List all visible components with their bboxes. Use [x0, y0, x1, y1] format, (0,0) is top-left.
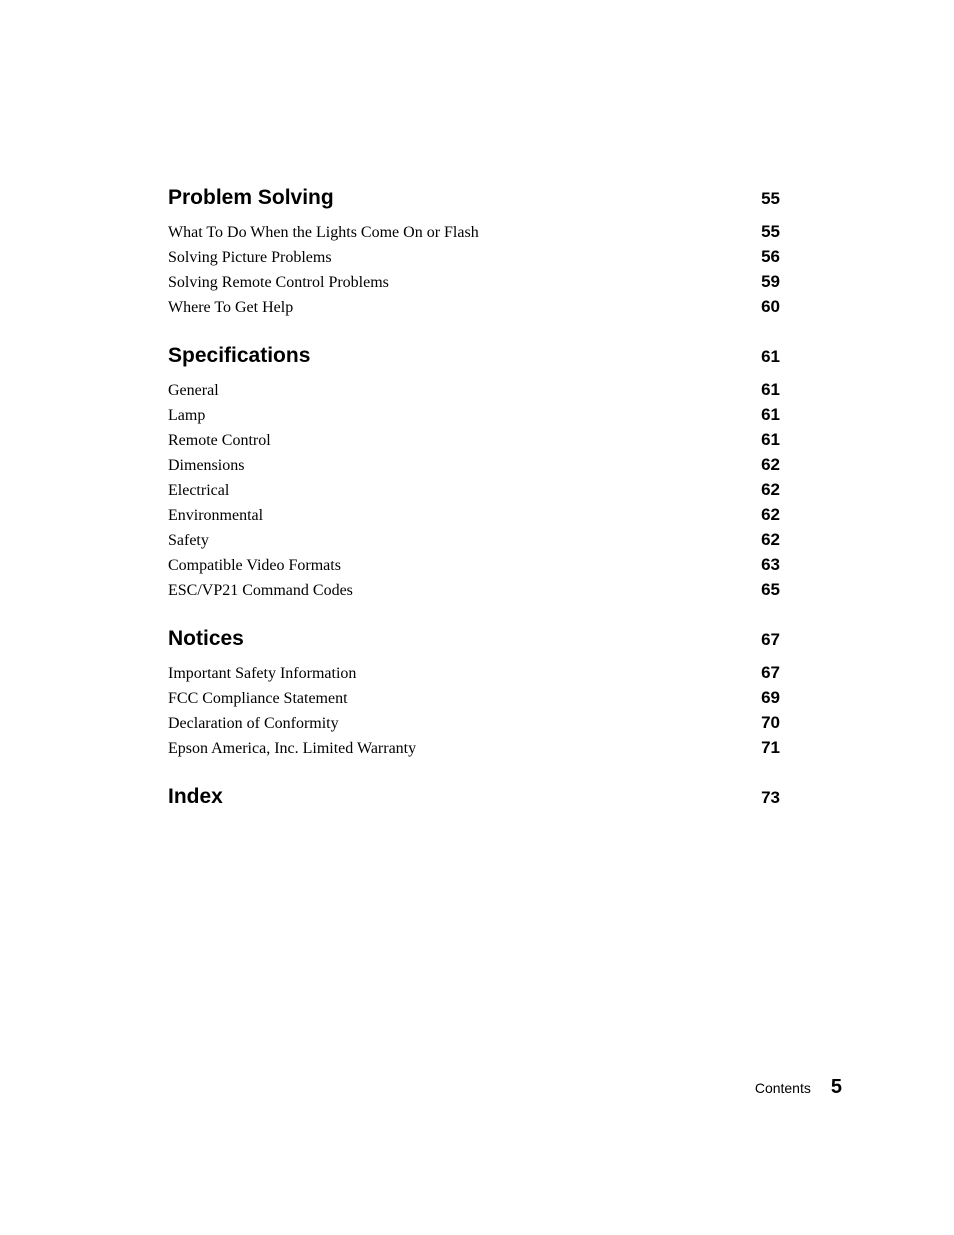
toc-section-problem-solving [168, 186, 780, 322]
entry-page-number: 71 [761, 738, 780, 757]
toc-entry [168, 480, 780, 505]
entry-page-number: 55 [761, 222, 780, 241]
section-heading [168, 344, 780, 374]
toc-entry [168, 405, 780, 430]
entry-label: Lamp [168, 407, 206, 424]
entry-page-number: 61 [761, 380, 780, 399]
section-title: Problem Solving [168, 186, 334, 209]
toc-entry [168, 430, 780, 455]
toc-entry [168, 530, 780, 555]
entry-label: Epson America, Inc. Limited Warranty [168, 740, 417, 757]
entry-page-number: 61 [761, 430, 780, 449]
section-page-number: 67 [761, 630, 780, 649]
entry-label: Solving Remote Control Problems [168, 274, 389, 291]
toc-section-index [168, 785, 780, 815]
entry-label: Important Safety Information [168, 665, 357, 682]
entry-page-number: 61 [761, 405, 780, 424]
entry-label: ESC/VP21 Command Codes [168, 582, 353, 599]
section-title: Notices [168, 627, 244, 650]
toc-entry [168, 297, 780, 322]
toc-entry [168, 380, 780, 405]
entry-page-number: 56 [761, 247, 780, 266]
entry-page-number: 69 [761, 688, 780, 707]
footer-page-number: 5 [830, 1076, 842, 1098]
entry-page-number: 62 [761, 505, 780, 524]
entry-page-number: 62 [761, 480, 780, 499]
entry-page-number: 67 [761, 663, 780, 682]
entry-page-number: 62 [761, 455, 780, 474]
toc-entry [168, 713, 780, 738]
table-of-contents [168, 186, 780, 837]
entry-label: What To Do When the Lights Come On or Flash [168, 224, 479, 241]
section-heading [168, 186, 780, 216]
toc-entry [168, 222, 780, 247]
toc-entry [168, 580, 780, 605]
section-page-number: 61 [761, 347, 780, 366]
section-heading [168, 627, 780, 657]
toc-entry [168, 663, 780, 688]
entry-label: Dimensions [168, 457, 245, 474]
entry-label: Where To Get Help [168, 299, 294, 316]
entry-label: General [168, 382, 219, 399]
toc-entry [168, 455, 780, 480]
entry-label: Remote Control [168, 432, 271, 449]
toc-section-specifications [168, 344, 780, 605]
toc-section-notices [168, 627, 780, 763]
entry-label: Environmental [168, 507, 264, 524]
section-page-number: 73 [761, 788, 780, 807]
entry-label: Electrical [168, 482, 230, 499]
entry-page-number: 70 [761, 713, 780, 732]
section-title: Specifications [168, 344, 311, 367]
section-title: Index [168, 785, 223, 808]
entry-page-number: 62 [761, 530, 780, 549]
toc-entry [168, 272, 780, 297]
toc-entry [168, 738, 780, 763]
entry-page-number: 65 [761, 580, 780, 599]
section-page-number: 55 [761, 189, 780, 208]
toc-entry [168, 555, 780, 580]
entry-label: Safety [168, 532, 209, 549]
toc-entry [168, 505, 780, 530]
entry-label: Compatible Video Formats [168, 557, 341, 574]
entry-label: FCC Compliance Statement [168, 690, 348, 707]
entry-label: Solving Picture Problems [168, 249, 332, 266]
footer-label: Contents [754, 1080, 811, 1096]
section-heading [168, 785, 780, 815]
page-footer [755, 1076, 842, 1099]
entry-page-number: 60 [761, 297, 780, 316]
toc-entry [168, 688, 780, 713]
toc-entry [168, 247, 780, 272]
entry-page-number: 59 [761, 272, 780, 291]
entry-page-number: 63 [761, 555, 780, 574]
entry-label: Declaration of Conformity [168, 715, 339, 732]
